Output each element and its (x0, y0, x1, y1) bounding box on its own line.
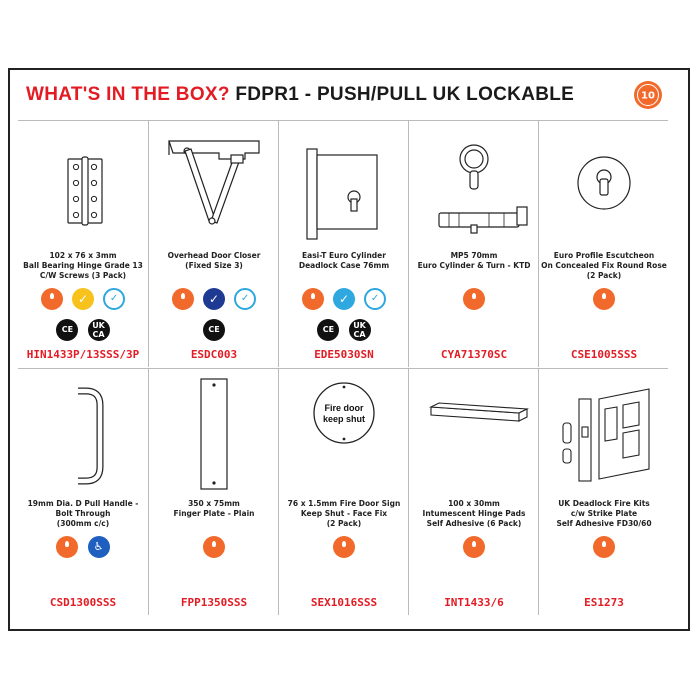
product-code: EDE5030SN (314, 348, 374, 361)
intumescent-pads-illustration (409, 369, 539, 493)
certification-icons (409, 536, 539, 558)
yellow-tick-icon: ✓ (72, 288, 94, 310)
heading-product-name: FDPR1 - PUSH/PULL UK LOCKABLE (235, 84, 575, 105)
certification-icons (149, 288, 279, 310)
product-card-closer (148, 121, 279, 367)
certification-icons (539, 536, 669, 558)
product-card-deadlock (278, 121, 409, 367)
fire-rated-icon (172, 288, 194, 310)
certification-icons (149, 536, 279, 558)
finger-plate-illustration (149, 369, 279, 493)
ukca-ca: CA (92, 330, 105, 339)
ce-mark-icon: CE (317, 319, 339, 341)
product-code: CSD1300SSS (49, 596, 117, 609)
certification-icons (409, 288, 539, 310)
desc-line: UK Deadlock Fire Kits (558, 499, 650, 508)
product-code: CYA71370SC (440, 348, 508, 361)
product-code: ES1273 (584, 596, 624, 609)
desc-line: Bolt Through (55, 509, 111, 518)
fire-rated-icon (593, 288, 615, 310)
fire-rated-icon (593, 536, 615, 558)
product-code: INT1433/6 (444, 596, 504, 609)
sign-line-1: Fire door (324, 403, 364, 413)
desc-line: c/w Strike Plate (570, 509, 638, 518)
desc-line: Deadlock Case 76mm (298, 261, 390, 270)
product-code: FPP1350SSS (180, 596, 248, 609)
certification-icons (279, 288, 409, 310)
product-card-pull-handle (18, 369, 148, 615)
certification-icons (18, 536, 148, 558)
product-row (18, 120, 668, 367)
desc-line: 102 x 76 x 3mm (49, 251, 117, 260)
desc-line: Ball Bearing Hinge Grade 13 (23, 261, 143, 270)
desc-line: Easi-T Euro Cylinder (302, 251, 386, 260)
desc-line: Euro Profile Escutcheon (553, 251, 655, 260)
desc-line: (2 Pack) (326, 519, 362, 528)
fire-rated-icon (302, 288, 324, 310)
certifire-icon: ✓ (234, 288, 256, 310)
product-card-cylinder (408, 121, 539, 367)
product-description (20, 251, 146, 281)
desc-line: MP5 70mm (450, 251, 498, 260)
ce-mark-icon: CE (203, 319, 225, 341)
product-description (281, 499, 407, 529)
fire-rated-icon (463, 288, 485, 310)
desc-line: Self Adhesive (6 Pack) (426, 519, 522, 528)
fire-door-sign-illustration (279, 369, 409, 493)
escutcheon-illustration (539, 121, 669, 245)
product-code: HIN1433P/13SSS/3P (26, 348, 140, 361)
desc-line: On Concealed Fix Round Rose (541, 261, 667, 270)
conformity-marks (279, 319, 409, 341)
product-code: CSE1005SSS (570, 348, 638, 361)
conformity-marks (18, 319, 148, 341)
desc-line: Finger Plate - Plain (173, 509, 255, 518)
ce-mark-icon: CE (56, 319, 78, 341)
product-row (18, 368, 668, 615)
product-code: SEX1016SSS (310, 596, 378, 609)
desc-line: Keep Shut - Face Fix (300, 509, 388, 518)
fire-rated-icon (203, 536, 225, 558)
deadlock-fire-kit-illustration (539, 369, 669, 493)
desc-line: Intumescent Hinge Pads (422, 509, 526, 518)
navy-tick-icon: ✓ (203, 288, 225, 310)
fire-rated-icon (463, 536, 485, 558)
certification-icons (279, 536, 409, 558)
certifire-icon: ✓ (103, 288, 125, 310)
desc-line: 76 x 1.5mm Fire Door Sign (287, 499, 401, 508)
conformity-marks (149, 319, 279, 341)
product-description (541, 251, 667, 281)
ukca-mark-icon (349, 319, 371, 341)
desc-line: 100 x 30mm (448, 499, 500, 508)
desc-line: Euro Cylinder & Turn - KTD (417, 261, 531, 270)
product-description (411, 499, 537, 529)
product-card-hinge-pads (408, 369, 539, 615)
product-card-escutcheon (538, 121, 669, 367)
product-description (411, 251, 537, 271)
badge-number: 10 (641, 90, 655, 102)
fire-rated-icon (56, 536, 78, 558)
product-description (151, 499, 277, 519)
ukca-mark-icon (88, 319, 110, 341)
product-description (281, 251, 407, 271)
product-code: ESDC003 (190, 348, 238, 361)
deadlock-case-illustration (279, 121, 409, 245)
panel-heading (26, 84, 574, 106)
heading-whats-in-box: WHAT'S IN THE BOX? (26, 84, 230, 105)
product-description (20, 499, 146, 529)
product-card-finger-plate (148, 369, 279, 615)
hinge-illustration (18, 121, 148, 245)
desc-line: (300mm c/c) (56, 519, 110, 528)
fire-rated-icon (333, 536, 355, 558)
fire-rated-icon (41, 288, 63, 310)
desc-line: (2 Pack) (586, 271, 622, 280)
ukca-ca: CA (353, 330, 366, 339)
certifire-icon: ✓ (364, 288, 386, 310)
desc-line: (Fixed Size 3) (185, 261, 243, 270)
certification-icons (18, 288, 148, 310)
desc-line: C/W Screws (3 Pack) (39, 271, 127, 280)
ukca-uk: UK (92, 321, 105, 330)
product-card-fire-kit (538, 369, 669, 615)
sign-line-2: keep shut (322, 414, 366, 424)
desc-line: Self Adhesive FD30/60 (556, 519, 652, 528)
product-card-fire-sign (278, 369, 409, 615)
product-description (541, 499, 667, 529)
accessibility-icon: ♿ (88, 536, 110, 558)
cyan-tick-icon: ✓ (333, 288, 355, 310)
certification-icons (539, 288, 669, 310)
euro-cylinder-illustration (409, 121, 539, 245)
door-closer-illustration (149, 121, 279, 245)
product-description (151, 251, 277, 271)
desc-line: Overhead Door Closer (167, 251, 261, 260)
desc-line: 19mm Dia. D Pull Handle - (27, 499, 139, 508)
d-pull-handle-illustration (18, 369, 148, 493)
desc-line: 350 x 75mm (188, 499, 240, 508)
product-grid (18, 120, 668, 615)
product-card-hinge (18, 121, 148, 367)
warranty-badge-icon (633, 80, 663, 110)
ukca-uk: UK (353, 321, 366, 330)
